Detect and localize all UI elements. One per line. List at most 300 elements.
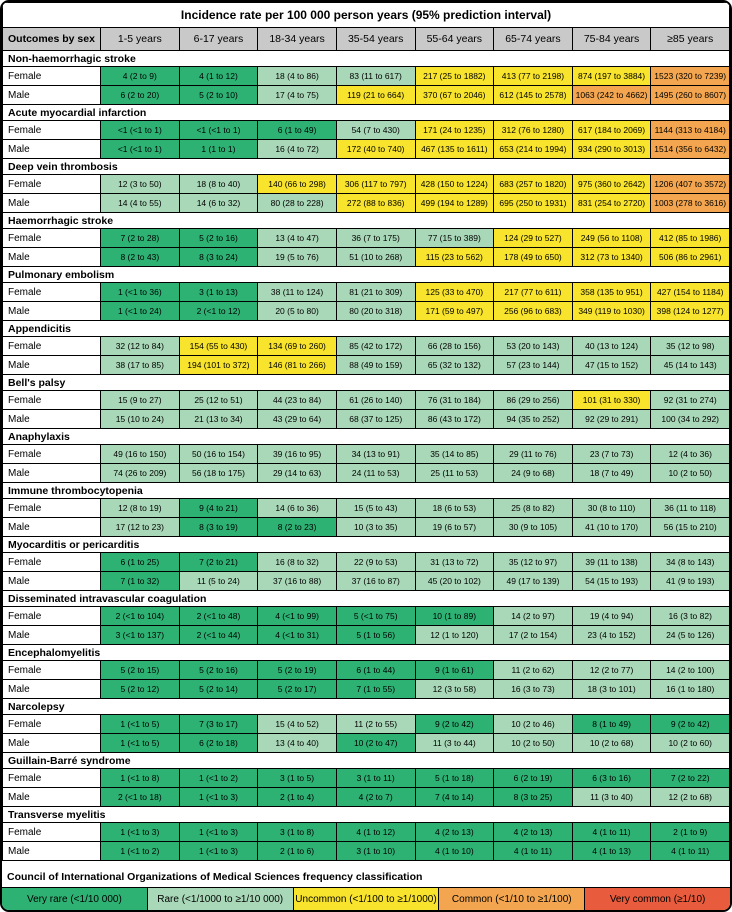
incidence-cell: <1 (<1 to 1) — [101, 140, 180, 159]
sex-row-label: Female — [3, 121, 101, 140]
data-row — [3, 229, 730, 248]
outcomes-column-header: Outcomes by sex — [3, 28, 101, 51]
data-row — [3, 410, 730, 429]
section-header-row — [3, 537, 730, 553]
incidence-cell: 9 (2 to 42) — [415, 715, 494, 734]
incidence-cell: 1523 (320 to 7239) — [651, 67, 730, 86]
incidence-cell: 39 (11 to 138) — [572, 553, 651, 572]
incidence-cell: 1 (<1 to 3) — [179, 823, 258, 842]
incidence-cell: 1 (1 to 1) — [179, 140, 258, 159]
incidence-cell: 617 (184 to 2069) — [572, 121, 651, 140]
incidence-cell: 30 (9 to 105) — [494, 518, 573, 537]
incidence-cell: 146 (81 to 266) — [258, 356, 337, 375]
incidence-cell: 3 (1 to 10) — [336, 842, 415, 861]
incidence-cell: 3 (1 to 11) — [336, 769, 415, 788]
incidence-cell: 14 (2 to 100) — [651, 661, 730, 680]
incidence-cell: 217 (77 to 611) — [494, 283, 573, 302]
incidence-cell: 272 (88 to 836) — [336, 194, 415, 213]
incidence-cell: 100 (34 to 292) — [651, 410, 730, 429]
incidence-cell: 11 (3 to 44) — [415, 734, 494, 753]
incidence-cell: 68 (37 to 125) — [336, 410, 415, 429]
incidence-cell: 41 (9 to 193) — [651, 572, 730, 591]
incidence-cell: 1 (<1 to 2) — [179, 769, 258, 788]
sex-row-label: Female — [3, 769, 101, 788]
section-header-row — [3, 51, 730, 67]
incidence-cell: 1495 (260 to 8607) — [651, 86, 730, 105]
incidence-cell: 306 (117 to 797) — [336, 175, 415, 194]
incidence-cell: 57 (23 to 144) — [494, 356, 573, 375]
incidence-cell: 7 (2 to 22) — [651, 769, 730, 788]
incidence-cell: 6 (2 to 18) — [179, 734, 258, 753]
incidence-cell: 17 (4 to 75) — [258, 86, 337, 105]
data-row — [3, 391, 730, 410]
data-row — [3, 283, 730, 302]
section-title: Deep vein thrombosis — [3, 159, 730, 175]
incidence-cell: 5 (2 to 16) — [179, 229, 258, 248]
section-title: Appendicitis — [3, 321, 730, 337]
data-row — [3, 518, 730, 537]
incidence-cell: 1 (<1 to 3) — [179, 788, 258, 807]
sex-row-label: Female — [3, 391, 101, 410]
incidence-cell: 5 (2 to 17) — [258, 680, 337, 699]
incidence-cell: 11 (3 to 40) — [572, 788, 651, 807]
incidence-cell: 8 (3 to 25) — [494, 788, 573, 807]
incidence-cell: 12 (2 to 68) — [651, 788, 730, 807]
incidence-cell: 427 (154 to 1184) — [651, 283, 730, 302]
incidence-cell: 370 (67 to 2046) — [415, 86, 494, 105]
section-header-row — [3, 591, 730, 607]
incidence-cell: 7 (3 to 17) — [179, 715, 258, 734]
incidence-cell: 31 (13 to 72) — [415, 553, 494, 572]
incidence-cell: 35 (12 to 97) — [494, 553, 573, 572]
data-row — [3, 86, 730, 105]
incidence-cell: 16 (1 to 180) — [651, 680, 730, 699]
section-title: Transverse myelitis — [3, 807, 730, 823]
incidence-cell: 934 (290 to 3013) — [572, 140, 651, 159]
section-header-row — [3, 267, 730, 283]
data-row — [3, 734, 730, 753]
incidence-cell: 7 (2 to 28) — [101, 229, 180, 248]
incidence-cell: 5 (1 to 18) — [415, 769, 494, 788]
sex-row-label: Male — [3, 572, 101, 591]
incidence-cell: 39 (16 to 95) — [258, 445, 337, 464]
age-column-header: 6-17 years — [179, 28, 258, 51]
legend-item: Rare (<1/1000 to ≥1/10 000) — [147, 888, 293, 910]
incidence-cell: 249 (56 to 1108) — [572, 229, 651, 248]
incidence-cell: 12 (3 to 50) — [101, 175, 180, 194]
incidence-cell: 5 (1 to 56) — [336, 626, 415, 645]
incidence-cell: 3 (1 to 5) — [258, 769, 337, 788]
section-title: Immune thrombocytopenia — [3, 483, 730, 499]
incidence-cell: 10 (2 to 60) — [651, 734, 730, 753]
incidence-cell: 24 (11 to 53) — [336, 464, 415, 483]
legend-row — [2, 887, 730, 910]
data-row — [3, 337, 730, 356]
incidence-cell: 2 (<1 to 12) — [179, 302, 258, 321]
incidence-cell: 19 (5 to 76) — [258, 248, 337, 267]
incidence-cell: 8 (2 to 23) — [258, 518, 337, 537]
sex-row-label: Male — [3, 248, 101, 267]
incidence-cell: 6 (1 to 49) — [258, 121, 337, 140]
incidence-cell: 8 (1 to 49) — [572, 715, 651, 734]
incidence-cell: 7 (1 to 32) — [101, 572, 180, 591]
incidence-cell: 412 (85 to 1986) — [651, 229, 730, 248]
section-header-row — [3, 753, 730, 769]
incidence-cell: 10 (2 to 50) — [494, 734, 573, 753]
incidence-cell: 50 (16 to 154) — [179, 445, 258, 464]
incidence-cell: <1 (<1 to 1) — [179, 121, 258, 140]
incidence-cell: 35 (14 to 85) — [415, 445, 494, 464]
data-row — [3, 626, 730, 645]
incidence-cell: 45 (14 to 143) — [651, 356, 730, 375]
sex-row-label: Female — [3, 499, 101, 518]
age-column-header: ≥85 years — [651, 28, 730, 51]
sex-row-label: Female — [3, 337, 101, 356]
incidence-cell: 12 (4 to 36) — [651, 445, 730, 464]
data-row — [3, 769, 730, 788]
incidence-cell: 77 (15 to 389) — [415, 229, 494, 248]
incidence-cell: 10 (2 to 47) — [336, 734, 415, 753]
data-row — [3, 680, 730, 699]
incidence-cell: 140 (66 to 298) — [258, 175, 337, 194]
incidence-cell: 4 (1 to 10) — [415, 842, 494, 861]
section-header-row — [3, 375, 730, 391]
data-row — [3, 194, 730, 213]
incidence-cell: 4 (1 to 11) — [651, 842, 730, 861]
incidence-cell: 171 (59 to 497) — [415, 302, 494, 321]
section-title: Anaphylaxis — [3, 429, 730, 445]
data-row — [3, 499, 730, 518]
incidence-cell: 12 (8 to 19) — [101, 499, 180, 518]
incidence-cell: 1 (<1 to 3) — [101, 823, 180, 842]
table-title: Incidence rate per 100 000 person years (95% prediction interval) — [3, 3, 730, 28]
incidence-cell: 4 (2 to 7) — [336, 788, 415, 807]
incidence-cell: 2 (1 to 4) — [258, 788, 337, 807]
incidence-cell: 1514 (356 to 6432) — [651, 140, 730, 159]
sex-row-label: Female — [3, 283, 101, 302]
data-row — [3, 464, 730, 483]
incidence-cell: 16 (4 to 72) — [258, 140, 337, 159]
incidence-cell: 18 (7 to 49) — [572, 464, 651, 483]
data-row — [3, 715, 730, 734]
legend-item: Very rare (<1/10 000) — [2, 888, 147, 910]
incidence-cell: 398 (124 to 1277) — [651, 302, 730, 321]
incidence-cell: 24 (9 to 68) — [494, 464, 573, 483]
incidence-cell: 22 (9 to 53) — [336, 553, 415, 572]
incidence-cell: 8 (3 to 24) — [179, 248, 258, 267]
incidence-cell: 3 (<1 to 137) — [101, 626, 180, 645]
incidence-cell: 10 (2 to 68) — [572, 734, 651, 753]
incidence-cell: 2 (<1 to 104) — [101, 607, 180, 626]
incidence-cell: 1063 (242 to 4662) — [572, 86, 651, 105]
sex-row-label: Female — [3, 715, 101, 734]
incidence-cell: 499 (194 to 1289) — [415, 194, 494, 213]
incidence-cell: 467 (135 to 1611) — [415, 140, 494, 159]
sex-row-label: Male — [3, 626, 101, 645]
incidence-cell: 94 (35 to 252) — [494, 410, 573, 429]
incidence-cell: 7 (1 to 55) — [336, 680, 415, 699]
incidence-cell: 428 (150 to 1224) — [415, 175, 494, 194]
data-row — [3, 661, 730, 680]
incidence-cell: 4 (2 to 13) — [415, 823, 494, 842]
incidence-cell: 56 (15 to 210) — [651, 518, 730, 537]
sex-row-label: Male — [3, 140, 101, 159]
age-column-header: 18-34 years — [258, 28, 337, 51]
incidence-cell: 4 (1 to 13) — [572, 842, 651, 861]
incidence-cell: 15 (5 to 43) — [336, 499, 415, 518]
incidence-cell: 11 (2 to 55) — [336, 715, 415, 734]
incidence-cell: 18 (4 to 86) — [258, 67, 337, 86]
incidence-cell: 1003 (278 to 3616) — [651, 194, 730, 213]
incidence-cell: 119 (21 to 664) — [336, 86, 415, 105]
section-title: Myocarditis or pericarditis — [3, 537, 730, 553]
incidence-cell: 2 (<1 to 48) — [179, 607, 258, 626]
incidence-cell: 85 (42 to 172) — [336, 337, 415, 356]
incidence-cell: 19 (4 to 94) — [572, 607, 651, 626]
incidence-cell: 24 (5 to 126) — [651, 626, 730, 645]
incidence-cell: 5 (2 to 10) — [179, 86, 258, 105]
incidence-cell: 51 (10 to 268) — [336, 248, 415, 267]
section-header-row — [3, 159, 730, 175]
incidence-cell: 2 (1 to 9) — [651, 823, 730, 842]
incidence-cell: 92 (29 to 291) — [572, 410, 651, 429]
incidence-cell: 30 (8 to 110) — [572, 499, 651, 518]
incidence-cell: 125 (33 to 470) — [415, 283, 494, 302]
incidence-cell: 18 (3 to 101) — [572, 680, 651, 699]
incidence-cell: 32 (12 to 84) — [101, 337, 180, 356]
incidence-cell: 1 (<1 to 24) — [101, 302, 180, 321]
sex-row-label: Female — [3, 823, 101, 842]
incidence-cell: 5 (<1 to 75) — [336, 607, 415, 626]
incidence-cell: 349 (119 to 1030) — [572, 302, 651, 321]
incidence-cell: 11 (5 to 24) — [179, 572, 258, 591]
incidence-cell: 975 (360 to 2642) — [572, 175, 651, 194]
sex-row-label: Female — [3, 175, 101, 194]
incidence-cell: 76 (31 to 184) — [415, 391, 494, 410]
incidence-cell: 4 (1 to 11) — [572, 823, 651, 842]
incidence-cell: 7 (2 to 21) — [179, 553, 258, 572]
incidence-cell: 15 (4 to 52) — [258, 715, 337, 734]
incidence-cell: 10 (1 to 89) — [415, 607, 494, 626]
incidence-cell: 16 (3 to 73) — [494, 680, 573, 699]
incidence-cell: 17 (2 to 154) — [494, 626, 573, 645]
incidence-cell: 37 (16 to 87) — [336, 572, 415, 591]
incidence-cell: 25 (11 to 53) — [415, 464, 494, 483]
incidence-cell: 56 (18 to 175) — [179, 464, 258, 483]
incidence-cell: 874 (197 to 3884) — [572, 67, 651, 86]
incidence-cell: 6 (2 to 19) — [494, 769, 573, 788]
legend-item: Common (<1/10 to ≥1/100) — [438, 888, 584, 910]
section-header-row — [3, 105, 730, 121]
incidence-cell: 14 (6 to 32) — [179, 194, 258, 213]
column-header-row — [3, 28, 730, 51]
age-column-header: 35-54 years — [336, 28, 415, 51]
incidence-cell: 34 (13 to 91) — [336, 445, 415, 464]
incidence-cell: 86 (43 to 172) — [415, 410, 494, 429]
incidence-cell: 4 (1 to 12) — [179, 67, 258, 86]
incidence-cell: 15 (9 to 27) — [101, 391, 180, 410]
section-header-row — [3, 699, 730, 715]
data-row — [3, 248, 730, 267]
incidence-cell: 217 (25 to 1882) — [415, 67, 494, 86]
sex-row-label: Male — [3, 410, 101, 429]
incidence-cell: 695 (250 to 1931) — [494, 194, 573, 213]
sex-row-label: Female — [3, 553, 101, 572]
incidence-cell: 9 (4 to 21) — [179, 499, 258, 518]
incidence-cell: 5 (2 to 19) — [258, 661, 337, 680]
section-title: Guillain-Barré syndrome — [3, 753, 730, 769]
incidence-cell: 18 (8 to 40) — [179, 175, 258, 194]
incidence-cell: 14 (2 to 97) — [494, 607, 573, 626]
incidence-cell: 36 (7 to 175) — [336, 229, 415, 248]
sex-row-label: Female — [3, 607, 101, 626]
incidence-cell: 80 (28 to 228) — [258, 194, 337, 213]
incidence-cell: 5 (2 to 12) — [101, 680, 180, 699]
incidence-cell: 9 (2 to 42) — [651, 715, 730, 734]
incidence-cell: <1 (<1 to 1) — [101, 121, 180, 140]
incidence-cell: 5 (2 to 14) — [179, 680, 258, 699]
incidence-cell: 23 (4 to 152) — [572, 626, 651, 645]
incidence-cell: 3 (1 to 13) — [179, 283, 258, 302]
section-header-row — [3, 213, 730, 229]
sex-row-label: Male — [3, 464, 101, 483]
data-row — [3, 175, 730, 194]
sex-row-label: Male — [3, 86, 101, 105]
incidence-cell: 29 (11 to 76) — [494, 445, 573, 464]
age-column-header: 1-5 years — [101, 28, 180, 51]
incidence-cell: 45 (20 to 102) — [415, 572, 494, 591]
incidence-cell: 9 (1 to 61) — [415, 661, 494, 680]
section-header-row — [3, 645, 730, 661]
data-row — [3, 823, 730, 842]
data-row — [3, 356, 730, 375]
incidence-cell: 1 (<1 to 3) — [179, 842, 258, 861]
incidence-cell: 88 (49 to 159) — [336, 356, 415, 375]
sex-row-label: Male — [3, 842, 101, 861]
incidence-cell: 86 (29 to 256) — [494, 391, 573, 410]
incidence-cell: 2 (1 to 6) — [258, 842, 337, 861]
sex-row-label: Female — [3, 67, 101, 86]
incidence-cell: 1 (<1 to 5) — [101, 734, 180, 753]
incidence-cell: 8 (3 to 19) — [179, 518, 258, 537]
incidence-cell: 12 (3 to 58) — [415, 680, 494, 699]
incidence-cell: 21 (13 to 34) — [179, 410, 258, 429]
incidence-cell: 172 (40 to 740) — [336, 140, 415, 159]
sex-row-label: Male — [3, 518, 101, 537]
data-row — [3, 553, 730, 572]
incidence-cell: 1 (<1 to 8) — [101, 769, 180, 788]
sex-row-label: Female — [3, 661, 101, 680]
incidence-cell: 115 (23 to 562) — [415, 248, 494, 267]
age-column-header: 55-64 years — [415, 28, 494, 51]
incidence-cell: 35 (12 to 98) — [651, 337, 730, 356]
incidence-cell: 29 (14 to 63) — [258, 464, 337, 483]
section-header-row — [3, 321, 730, 337]
incidence-cell: 38 (11 to 124) — [258, 283, 337, 302]
incidence-cell: 18 (6 to 53) — [415, 499, 494, 518]
section-header-row — [3, 483, 730, 499]
sex-row-label: Male — [3, 356, 101, 375]
incidence-cell: 61 (26 to 140) — [336, 391, 415, 410]
table-title-row — [3, 3, 730, 28]
incidence-cell: 19 (6 to 57) — [415, 518, 494, 537]
incidence-cell: 4 (2 to 9) — [101, 67, 180, 86]
incidence-cell: 653 (214 to 1994) — [494, 140, 573, 159]
incidence-cell: 171 (24 to 1235) — [415, 121, 494, 140]
incidence-cell: 101 (31 to 330) — [572, 391, 651, 410]
incidence-cell: 17 (12 to 23) — [101, 518, 180, 537]
incidence-cell: 16 (3 to 82) — [651, 607, 730, 626]
incidence-cell: 6 (1 to 25) — [101, 553, 180, 572]
sex-row-label: Male — [3, 788, 101, 807]
incidence-cell: 6 (3 to 16) — [572, 769, 651, 788]
incidence-cell: 92 (31 to 274) — [651, 391, 730, 410]
incidence-cell: 413 (77 to 2198) — [494, 67, 573, 86]
incidence-cell: 15 (10 to 24) — [101, 410, 180, 429]
incidence-cell: 4 (<1 to 99) — [258, 607, 337, 626]
data-row — [3, 607, 730, 626]
incidence-cell: 1 (<1 to 5) — [101, 715, 180, 734]
incidence-cell: 194 (101 to 372) — [179, 356, 258, 375]
sex-row-label: Male — [3, 194, 101, 213]
classification-note: Council of International Organizations of Medical Sciences frequency classification — [7, 871, 423, 883]
incidence-cell: 54 (7 to 430) — [336, 121, 415, 140]
incidence-cell: 47 (15 to 152) — [572, 356, 651, 375]
incidence-cell: 10 (2 to 46) — [494, 715, 573, 734]
incidence-cell: 683 (257 to 1820) — [494, 175, 573, 194]
incidence-cell: 312 (73 to 1340) — [572, 248, 651, 267]
incidence-cell: 20 (5 to 80) — [258, 302, 337, 321]
incidence-cell: 81 (21 to 309) — [336, 283, 415, 302]
incidence-cell: 6 (2 to 20) — [101, 86, 180, 105]
incidence-cell: 5 (2 to 16) — [179, 661, 258, 680]
incidence-cell: 312 (76 to 1280) — [494, 121, 573, 140]
incidence-cell: 14 (4 to 55) — [101, 194, 180, 213]
incidence-cell: 6 (1 to 44) — [336, 661, 415, 680]
section-title: Encephalomyelitis — [3, 645, 730, 661]
section-title: Narcolepsy — [3, 699, 730, 715]
data-row — [3, 445, 730, 464]
sex-row-label: Female — [3, 445, 101, 464]
incidence-cell: 36 (11 to 118) — [651, 499, 730, 518]
incidence-cell: 831 (254 to 2720) — [572, 194, 651, 213]
incidence-cell: 37 (16 to 88) — [258, 572, 337, 591]
section-title: Bell's palsy — [3, 375, 730, 391]
incidence-cell: 4 (1 to 12) — [336, 823, 415, 842]
incidence-cell: 49 (17 to 139) — [494, 572, 573, 591]
incidence-cell: 13 (4 to 40) — [258, 734, 337, 753]
incidence-cell: 74 (26 to 209) — [101, 464, 180, 483]
incidence-cell: 124 (29 to 527) — [494, 229, 573, 248]
incidence-cell: 2 (<1 to 18) — [101, 788, 180, 807]
incidence-cell: 16 (8 to 32) — [258, 553, 337, 572]
incidence-cell: 83 (11 to 617) — [336, 67, 415, 86]
incidence-cell: 4 (1 to 11) — [494, 842, 573, 861]
age-column-header: 65-74 years — [494, 28, 573, 51]
incidence-cell: 38 (17 to 85) — [101, 356, 180, 375]
incidence-cell: 43 (29 to 64) — [258, 410, 337, 429]
incidence-cell: 14 (6 to 36) — [258, 499, 337, 518]
incidence-cell: 154 (55 to 430) — [179, 337, 258, 356]
incidence-cell: 65 (32 to 132) — [415, 356, 494, 375]
data-row — [3, 572, 730, 591]
incidence-cell: 25 (12 to 51) — [179, 391, 258, 410]
sex-row-label: Female — [3, 229, 101, 248]
incidence-cell: 3 (1 to 8) — [258, 823, 337, 842]
data-row — [3, 302, 730, 321]
incidence-cell: 10 (2 to 50) — [651, 464, 730, 483]
incidence-cell: 1206 (407 to 3572) — [651, 175, 730, 194]
